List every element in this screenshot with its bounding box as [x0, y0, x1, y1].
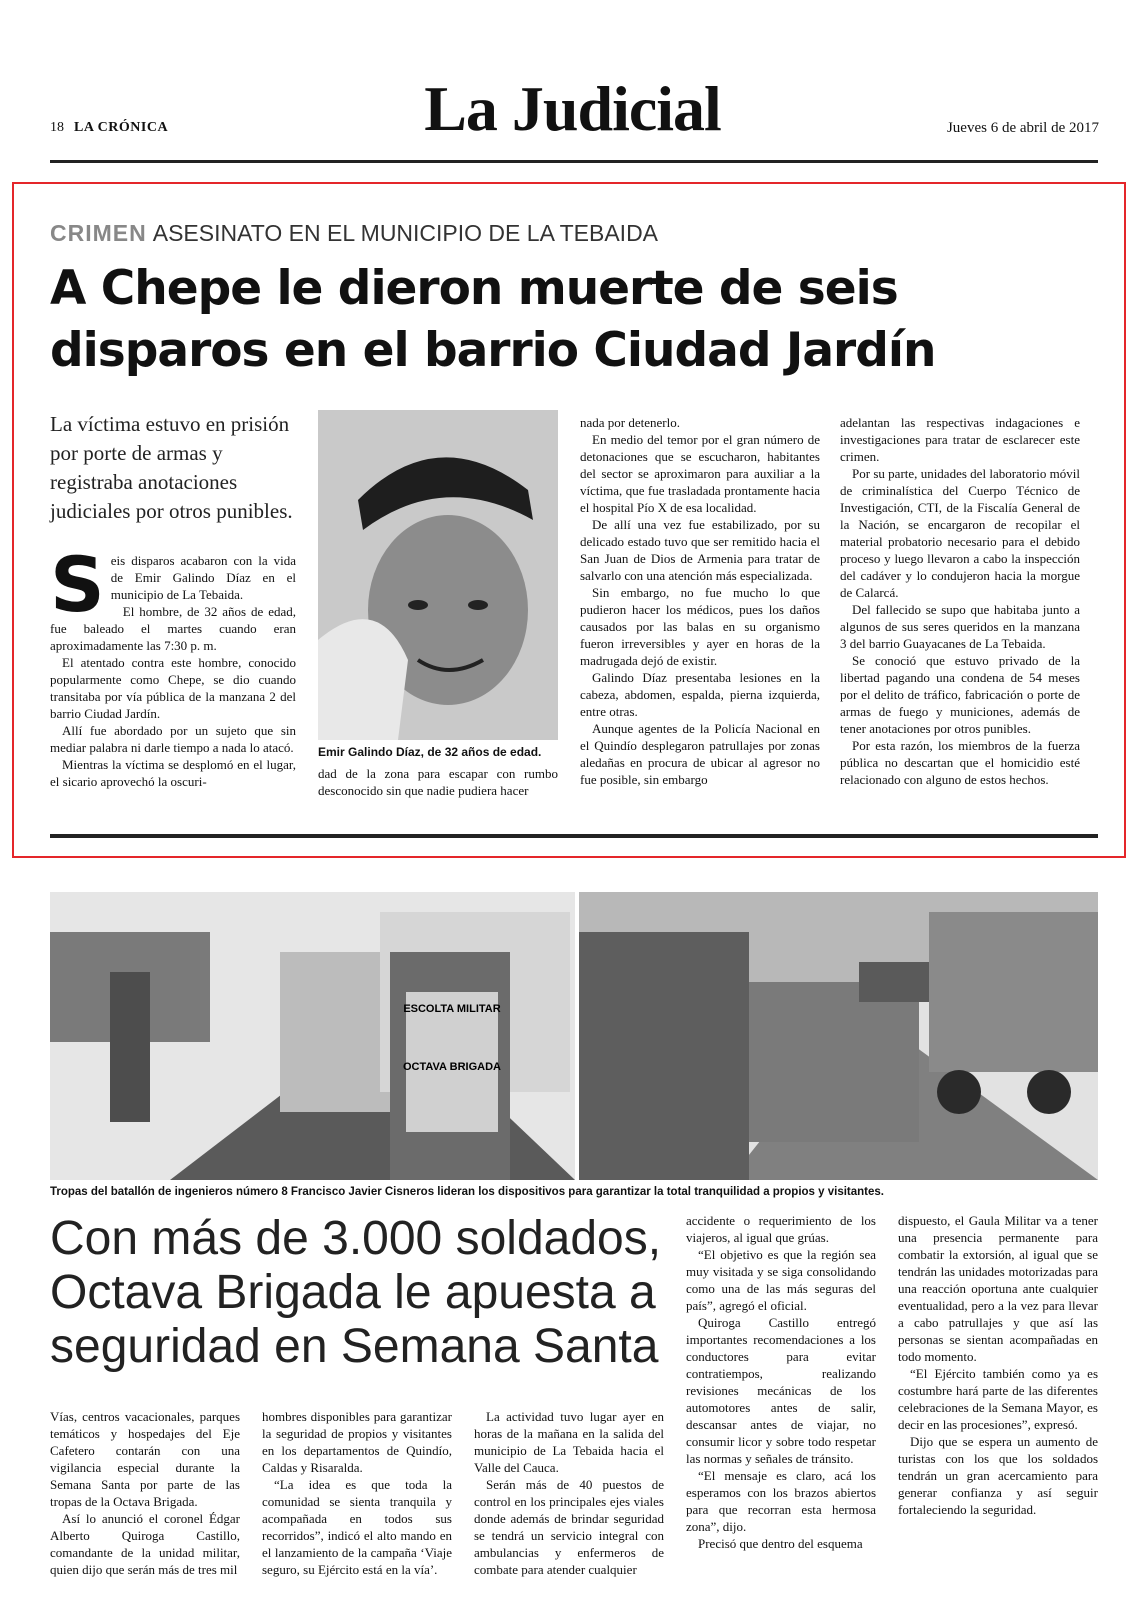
story1-headline — [50, 258, 1110, 382]
paragraph: dispuesto, el Gaula Militar va a tener una presencia permanente para combatir la extorsión, al igual que se tendrán las unidades motorizadas para una reacción oportuna ante cualquier eventualidad, pero a la vez para llevar a cabo patrullajes y que así las personas se sientan acompañadas en todo momento. — [898, 1213, 1098, 1364]
paragraph: Precisó que dentro del esquema — [698, 1536, 863, 1551]
section-title: La Judicial — [424, 73, 721, 144]
paragraph: Sin embargo, no fue mucho lo que pudieron hacer los médicos, pues los daños causados por las balas en su organismo fueron irreversibles y ayer en horas de la madrugada dejó de existir. — [580, 585, 820, 668]
paragraph: dad de la zona para escapar con rumbo desconocido sin que nadie pudiera hacer — [318, 766, 558, 798]
header-rule — [50, 160, 1098, 163]
paragraph: eis disparos acabaron con la vida de Emir Galindo Díaz en el municipio de La Tebaida. — [110, 553, 296, 602]
paragraph: Aunque agentes de la Policía Nacional en el Quindío desplegaron patrullajes por zonas aledañas en procura de ubicar al agresor no fue posible, sin embargo — [580, 721, 820, 787]
paragraph: hombres disponibles para garantizar la seguridad de propios y visitantes en los departamentos de Quindío, Caldas y Risaralda. — [262, 1409, 452, 1475]
paragraph: Serán más de 40 puestos de control en los principales ejes viales donde además de brindar seguridad se tendrá un servicio integral con ambulancias y enfermeros de combate para atender cualquier — [474, 1477, 664, 1577]
victim-photo-caption: Emir Galindo Díaz, de 32 años de edad. — [318, 745, 542, 759]
story2-column-1 — [50, 1408, 240, 1578]
issue-date: Jueves 6 de abril de 2017 — [946, 120, 1099, 136]
paragraph: Así lo anunció el coronel Édgar Alberto Quiroga Castillo, comandante de la unidad militar, quien dijo que serán más de tres mil — [50, 1511, 240, 1577]
paragraph: Dijo que se espera un aumento de turistas con los que los soldados tendrán un gran acercamiento para generar confianza y así seguir fortaleciendo la seguridad. — [898, 1434, 1098, 1517]
paragraph: El hombre, de 32 años de edad, fue baleado el martes cuando eran aproximadamente las 7:30 p. m. — [50, 604, 296, 653]
story2-column-4 — [686, 1212, 876, 1552]
paragraph: Del fallecido se supo que habitaba junto a algunos de sus seres queridos en la manzana 3 del barrio Guayacanes de La Tebaida. — [840, 602, 1080, 651]
paragraph: De allí una vez fue estabilizado, por su delicado estado tuvo que ser remitido hacia el San Juan de Dios de Armenia para tratar de salvarlo con una atención más especializada. — [580, 517, 820, 583]
soldiers-photo-illustration — [579, 892, 1098, 1180]
paragraph: La actividad tuvo lugar ayer en horas de la mañana en la salida del municipio de La Tebaida hacia el Valle del Cauca. — [474, 1409, 664, 1475]
paragraph: Por su parte, unidades del laboratorio móvil de criminalística del Cuerpo Técnico de Investigación, CTI, de la Fiscalía General de la Nación, se encargaron de recopilar el material probatorio necesario para el debido proceso y luego llevaron a cabo la inspección del cadáver y lo condujeron hacia la morgue de Calarcá. — [840, 466, 1080, 600]
paragraph: “El Ejército también como ya es costumbre hará parte de las diferentes celebraciones de la Semana Mayor, es decir en las procesiones”, expresó. — [898, 1366, 1098, 1432]
vest-text-bottom: OCTAVA BRIGADA — [403, 1061, 501, 1073]
paragraph: El atentado contra este hombre, conocido popularmente como Chepe, se dio cuando transitaba por vía pública de la manzana 2 del barrio Ciudad Jardín. — [50, 655, 296, 721]
paragraph: “El objetivo es que la región sea muy visitada y se siga consolidando como una de las más seguras del país”, agregó el oficial. — [686, 1247, 876, 1313]
drop-cap: S — [50, 540, 105, 629]
paragraph: Se conoció que estuvo privado de la libertad pagando una condena de 54 meses por el delito de tráfico, fabricación o porte de armas de fuego y municiones, además de tener anotaciones por otros punibles. — [840, 653, 1080, 736]
paragraph: Vías, centros vacacionales, parques temáticos y hospedajes del Eje Cafetero contarán con una vigilancia especial durante la Semana Santa por parte de las tropas de la Octava Brigada. — [50, 1409, 240, 1509]
headline-line-2: Octava Brigada le apuesta a — [50, 1266, 656, 1319]
paragraph: adelantan las respectivas indagaciones e investigaciones para tratar de esclarecer este crimen. — [840, 415, 1080, 464]
paragraph: Mientras la víctima se desplomó en el lugar, el sicario aprovechó la oscuri- — [50, 757, 296, 789]
story1-kicker — [50, 220, 658, 247]
paragraph: Por esta razón, los miembros de la fuerza pública no descartan que el homicidio esté relacionado con alguno de estos hechos. — [840, 738, 1080, 787]
story1-deck: La víctima estuvo en prisión por porte de armas y registraba anotaciones judiciales por otros punibles. — [50, 412, 293, 523]
victim-photo — [318, 410, 558, 740]
paragraph: nada por detenerlo. — [580, 415, 680, 430]
story2-headline — [50, 1212, 670, 1374]
story1-column-4 — [840, 414, 1080, 788]
paragraph: “El mensaje es claro, acá los esperamos con los brazos abiertos para que recorran esta hermosa zona”, dijo. — [686, 1468, 876, 1534]
paragraph: Galindo Díaz presentaba lesiones en la cabeza, abdomen, espalda, pierna izquierda, entre otras. — [580, 670, 820, 719]
story2-column-5 — [898, 1212, 1098, 1518]
soldiers-photo — [579, 892, 1098, 1180]
story2-column-3 — [474, 1408, 664, 1578]
headline-line-1: A Chepe le dieron muerte de seis — [50, 261, 898, 316]
headline-line-2: disparos en el barrio Ciudad Jardín — [50, 323, 936, 378]
story1-column-3 — [580, 414, 820, 788]
story2-column-2 — [262, 1408, 452, 1578]
page-number: 18 — [50, 120, 64, 135]
newspaper-name: LA CRÓNICA — [74, 120, 169, 135]
paragraph: “La idea es que toda la comunidad se sienta tranquila y acompañada en todos sus recorridos”, indicó el alto mando en el lanzamiento de la campaña ‘Viaje seguro, su Ejército está en la vía’. — [262, 1477, 452, 1577]
kicker-text: ASESINATO EN EL MUNICIPIO DE LA TEBAIDA — [152, 220, 659, 246]
story-divider — [50, 834, 1098, 838]
headline-line-1: Con más de 3.000 soldados, — [50, 1212, 662, 1265]
headline-line-3: seguridad en Semana Santa — [50, 1320, 659, 1373]
vest-text-top: ESCOLTA MILITAR — [403, 1003, 501, 1015]
photos-caption: Tropas del batallón de ingenieros número 8 Francisco Javier Cisneros lideran los dispositivos para garantizar la total tranquilidad a propios y visitantes. — [50, 1186, 884, 1198]
kicker-label: CRIMEN — [50, 220, 147, 246]
paragraph: accidente o requerimiento de los viajeros, al igual que grúas. — [686, 1213, 876, 1245]
paragraph: Quiroga Castillo entregó importantes recomendaciones a los conductores para evitar contratiempos, realizando revisiones mecánicas de los automotores antes de salir, descansar antes de viajar, no consumir licor y sobre todo respetar las normas y señales de tránsito. — [686, 1315, 876, 1466]
checkpoint-photo — [50, 892, 575, 1180]
paragraph: Allí fue abordado por un sujeto que sin mediar palabra ni darle tiempo a nada lo atacó. — [50, 723, 296, 755]
victim-photo-illustration — [318, 410, 558, 740]
story1-column-1 — [50, 540, 296, 790]
story1-column-2 — [318, 765, 558, 799]
paragraph: En medio del temor por el gran número de detonaciones que se escucharon, habitantes del sector se aproximaron para auxiliar a la víctima, que fue trasladada prontamente hacia el hospital Pío X de esa localidad. — [580, 432, 820, 515]
checkpoint-photo-illustration — [50, 892, 575, 1180]
